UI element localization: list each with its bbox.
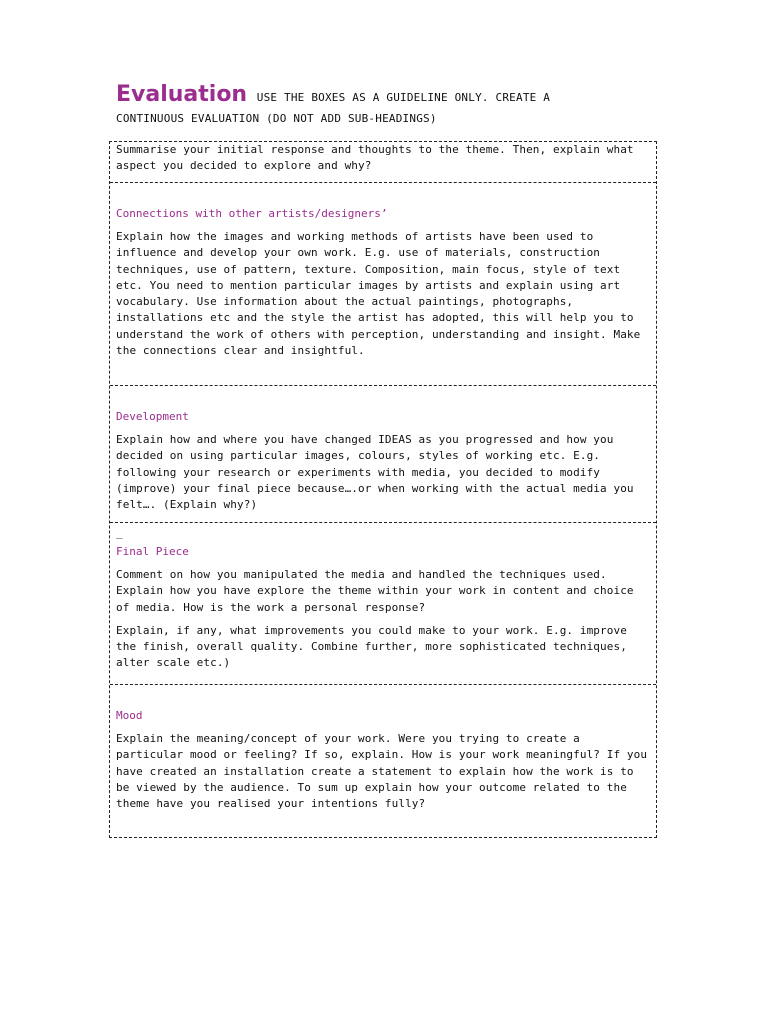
section-divider	[110, 522, 656, 523]
title-block	[116, 82, 656, 128]
section-divider	[110, 182, 656, 183]
mood-section	[110, 708, 656, 812]
instruction-text: USE THE BOXES AS A GUIDELINE ONLY. CREATE A	[256, 91, 551, 104]
title-line	[116, 82, 656, 128]
final-piece-text: Comment on how you manipulated the media and handled the techniques used. Explain how you have explore the theme within your work in content and choice of media. How is the work a personal response?	[116, 568, 634, 614]
page-title: Evaluation	[116, 82, 248, 107]
section-divider	[110, 385, 656, 386]
final-piece-improvements-text: Explain, if any, what improvements you could make to your work. E.g. improve the finish, overall quality. Combine further, more sophisticated techniques, alter scale etc.)	[116, 623, 627, 670]
connections-section	[110, 206, 656, 359]
mood-heading: Mood	[116, 709, 143, 722]
development-section	[110, 409, 656, 513]
instruction-text-continued: CONTINUOUS EVALUATION (DO NOT ADD SUB-HEADINGS)	[116, 112, 437, 125]
intro-text: Summarise your initial response and thoughts to the theme. Then, explain what aspect you decided to explore and why?	[116, 143, 634, 173]
final-piece-section	[110, 526, 656, 672]
connections-heading: Connections with other artists/designers’	[116, 207, 388, 220]
final-piece-heading: Final Piece	[116, 545, 189, 558]
evaluation-box	[109, 141, 657, 838]
mood-text: Explain the meaning/concept of your work. Were you trying to create a particular mood or feeling? If so, explain. How is your work meaningful? If you have created an installation create a statement to explain how the work is to be viewed by the audience. To sum up explain how your outcome related to the theme have you realised your intentions fully?	[116, 732, 648, 811]
stray-dash-mark: _	[116, 526, 123, 539]
intro-section	[110, 142, 656, 175]
development-heading: Development	[116, 410, 189, 423]
section-divider	[110, 684, 656, 685]
connections-text: Explain how the images and working methods of artists have been used to influence and develop your own work. E.g. use of materials, construction techniques, use of pattern, texture. Composition, main focus, style of text etc. You need to mention particular images by artists and explain using art vocabulary. Use information about the actual paintings, photographs, installations etc and the style the artist has adopted, this will help you to understand the work of others with perception, understanding and insight. Make the connections clear and insightful.	[116, 230, 641, 358]
development-text: Explain how and where you have changed IDEAS as you progressed and how you decided on using particular images, colours, styles of working etc. E.g. following your research or experiments with media, you decided to modify (improve) your final piece because….or when working with the actual media you felt…. (Explain why?)	[116, 433, 634, 512]
